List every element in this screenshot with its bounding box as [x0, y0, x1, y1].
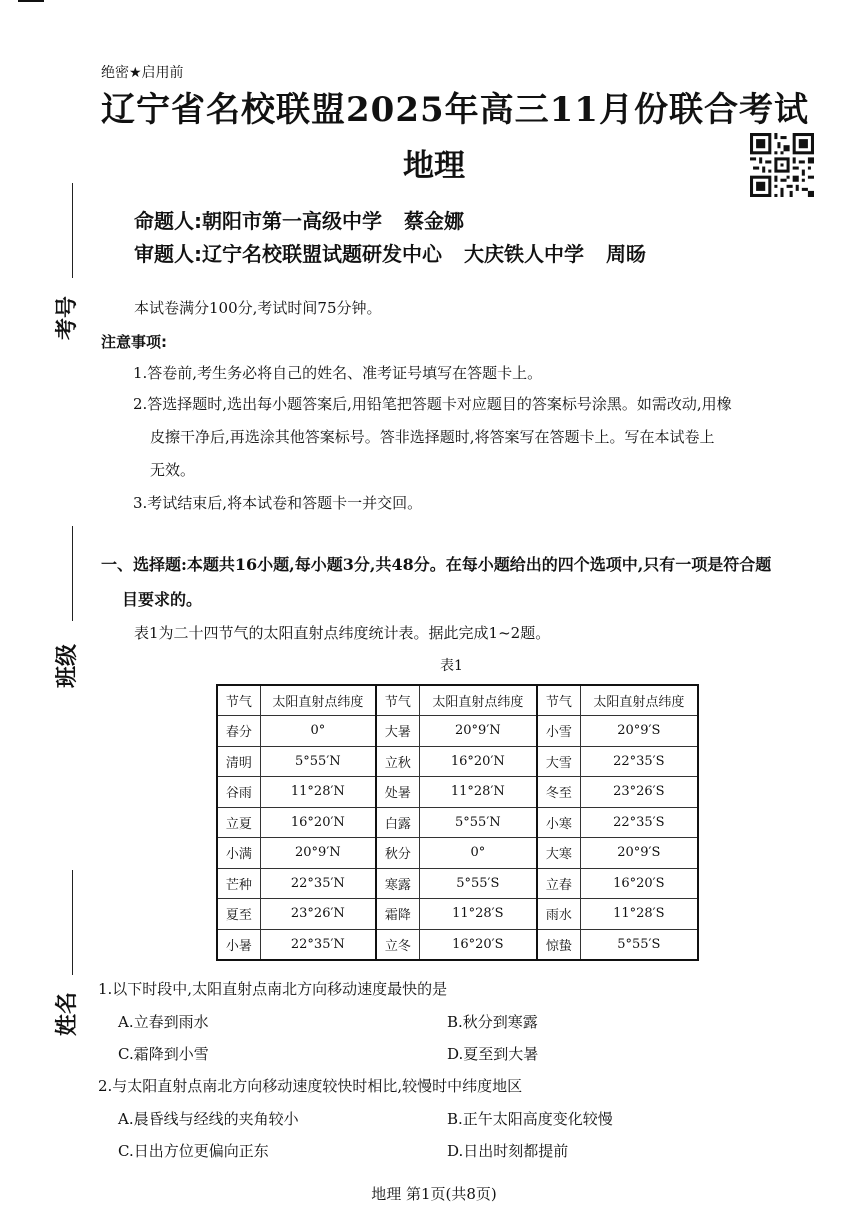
notice-item-2-cont: 皮擦干净后,再选涂其他答案标号。答非选择题时,将答案写在答题卡上。写在本试卷上 — [150, 428, 715, 446]
table-cell: 16°20′S — [419, 929, 537, 960]
table-cell: 大暑 — [376, 716, 419, 747]
notice-item-2-cont: 无效。 — [150, 461, 196, 479]
table-row — [217, 929, 698, 960]
class-label: 班级 — [55, 643, 80, 688]
author-line — [134, 205, 464, 234]
table-cell: 11°28′S — [580, 899, 698, 930]
table-cell: 立秋 — [376, 746, 419, 777]
reviewer-label: 审题人:辽宁名校联盟试题研发中心 — [134, 242, 442, 266]
table-header: 太阳直射点纬度 — [419, 685, 537, 716]
exam-title: 辽宁省名校联盟2025年高三11月份联合考试 — [101, 90, 809, 130]
table-cell: 小暑 — [217, 929, 260, 960]
table-cell: 秋分 — [376, 838, 419, 869]
table-cell: 0° — [260, 716, 376, 747]
notice-item-2: 2.答选择题时,选出每小题答案后,用铅笔把答题卡对应题目的答案标号涂黑。如需改动,用橡 — [133, 395, 732, 413]
question-2-option-c: C.日出方位更偏向正东 — [118, 1142, 269, 1160]
table-header: 节气 — [376, 685, 419, 716]
table-cell: 惊蛰 — [537, 929, 580, 960]
table-cell: 大寒 — [537, 838, 580, 869]
section-heading: 一、选择题:本题共16小题,每小题3分,共48分。在每小题给出的四个选项中,只有一项是符合题 — [101, 555, 772, 574]
question-1-stem: 1.以下时段中,太阳直射点南北方向移动速度最快的是 — [98, 980, 448, 998]
table-cell: 22°35′N — [260, 868, 376, 899]
question-1-option-c: C.霜降到小雪 — [118, 1045, 209, 1063]
table-cell: 立冬 — [376, 929, 419, 960]
subject-title: 地理 — [403, 148, 465, 184]
table-cell: 芒种 — [217, 868, 260, 899]
table-cell: 11°28′N — [419, 777, 537, 808]
table-cell: 小寒 — [537, 807, 580, 838]
exam-info: 本试卷满分100分,考试时间75分钟。 — [134, 299, 382, 317]
table-cell: 立夏 — [217, 807, 260, 838]
table-cell: 11°28′N — [260, 777, 376, 808]
table-cell: 雨水 — [537, 899, 580, 930]
table-cell: 白露 — [376, 807, 419, 838]
class-line — [72, 526, 73, 621]
notice-item-3: 3.考试结束后,将本试卷和答题卡一并交回。 — [133, 494, 423, 512]
table-cell: 处暑 — [376, 777, 419, 808]
table-cell: 20°9′N — [260, 838, 376, 869]
table-cell: 大雪 — [537, 746, 580, 777]
question-2-option-b: B.正午太阳高度变化较慢 — [447, 1110, 613, 1128]
table-header: 太阳直射点纬度 — [260, 685, 376, 716]
table-row — [217, 807, 698, 838]
section-heading-cont: 目要求的。 — [122, 590, 203, 609]
reviewer-name: 周旸 — [606, 242, 646, 266]
table-cell: 春分 — [217, 716, 260, 747]
table-row — [217, 838, 698, 869]
table-row — [217, 899, 698, 930]
table-cell: 立春 — [537, 868, 580, 899]
question-2-option-a: A.晨昏线与经线的夹角较小 — [118, 1110, 299, 1128]
question-1-option-a: A.立春到雨水 — [118, 1013, 209, 1031]
table-cell: 寒露 — [376, 868, 419, 899]
reviewer-line — [134, 238, 646, 267]
qr-code-icon — [750, 133, 814, 197]
notice-heading: 注意事项: — [101, 333, 167, 351]
table-header: 节气 — [217, 685, 260, 716]
table-intro: 表1为二十四节气的太阳直射点纬度统计表。据此完成1~2题。 — [134, 624, 551, 642]
table-cell: 23°26′N — [260, 899, 376, 930]
table-row — [217, 868, 698, 899]
table-cell: 20°9′S — [580, 838, 698, 869]
table-cell: 22°35′S — [580, 807, 698, 838]
table-row — [217, 746, 698, 777]
table-cell: 20°9′N — [419, 716, 537, 747]
table-cell: 11°28′S — [419, 899, 537, 930]
name-line — [72, 870, 73, 975]
question-2-option-d: D.日出时刻都提前 — [447, 1142, 569, 1160]
table-cell: 5°55′N — [260, 746, 376, 777]
table-cell: 22°35′S — [580, 746, 698, 777]
question-1-option-d: D.夏至到大暑 — [447, 1045, 539, 1063]
author-name: 蔡金娜 — [404, 209, 464, 233]
table-cell: 5°55′S — [580, 929, 698, 960]
table-cell: 16°20′S — [580, 868, 698, 899]
question-1-option-b: B.秋分到寒露 — [447, 1013, 538, 1031]
exam-no-label: 考号 — [55, 295, 80, 340]
table-cell: 小雪 — [537, 716, 580, 747]
table-cell: 16°20′N — [260, 807, 376, 838]
name-label: 姓名 — [55, 991, 80, 1036]
table-cell: 5°55′N — [419, 807, 537, 838]
table-header: 节气 — [537, 685, 580, 716]
table-cell: 20°9′S — [580, 716, 698, 747]
question-2-stem: 2.与太阳直射点南北方向移动速度较快时相比,较慢时中纬度地区 — [98, 1077, 523, 1095]
table-cell: 冬至 — [537, 777, 580, 808]
table-cell: 谷雨 — [217, 777, 260, 808]
table-cell: 霜降 — [376, 899, 419, 930]
confidential-mark: 绝密★启用前 — [101, 65, 184, 81]
table-row — [217, 777, 698, 808]
table-cell: 0° — [419, 838, 537, 869]
table-row — [217, 716, 698, 747]
table-cell: 23°26′S — [580, 777, 698, 808]
top-edge-mark — [18, 0, 44, 2]
table-caption: 表1 — [440, 658, 463, 674]
notice-item-1: 1.答卷前,考生务必将自己的姓名、准考证号填写在答题卡上。 — [133, 364, 543, 382]
reviewer-school: 大庆铁人中学 — [464, 242, 584, 266]
table-header-row — [217, 685, 698, 716]
table-header: 太阳直射点纬度 — [580, 685, 698, 716]
table-cell: 清明 — [217, 746, 260, 777]
exam-no-line — [72, 183, 73, 278]
table-cell: 5°55′S — [419, 868, 537, 899]
page-footer: 地理 第1页(共8页) — [371, 1185, 497, 1203]
table-cell: 22°35′N — [260, 929, 376, 960]
solar-term-table — [216, 684, 699, 961]
author-label: 命题人:朝阳市第一高级中学 — [134, 209, 382, 233]
table-cell: 16°20′N — [419, 746, 537, 777]
table-cell: 夏至 — [217, 899, 260, 930]
table-cell: 小满 — [217, 838, 260, 869]
